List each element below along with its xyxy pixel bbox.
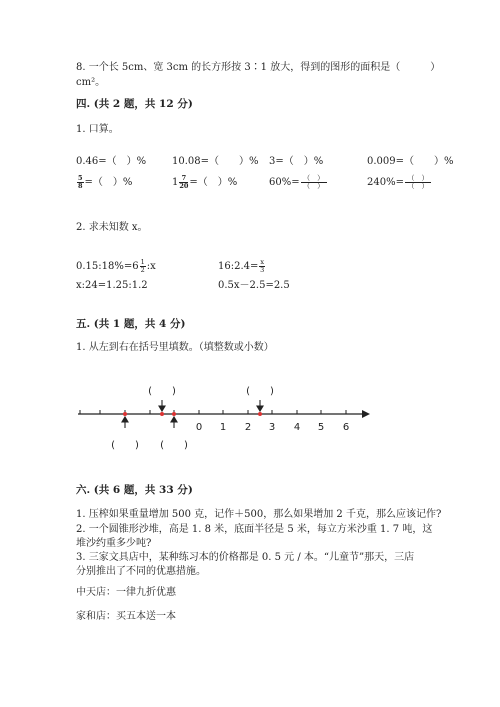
- tick-label-3: 3: [268, 422, 276, 433]
- oral-item-3: 3=（ ）%: [269, 156, 324, 167]
- oral-item-5: $\frac{5}{8}$ =（ ）%: [78, 174, 133, 190]
- q8-line1: 8. 一个长 5cm、宽 3cm 的长方形按 3∶1 放大，得到的图形的面积是（ ）: [76, 62, 441, 73]
- oral-item-6: 1 $\frac{7}{20}$ =（ ）%: [172, 174, 238, 190]
- red-point-2: [160, 412, 164, 416]
- tick-label-5: 5: [317, 422, 325, 433]
- tick-label-2: 2: [244, 422, 252, 433]
- equation-3: x:24=1.25:1.2: [76, 280, 148, 291]
- number-line-arrowhead: [362, 410, 370, 418]
- oral-item-1: 0.46=（ ）%: [76, 156, 147, 167]
- number-line: [70, 380, 370, 460]
- red-point-3: [172, 412, 176, 416]
- blank-below-1: ( ): [111, 440, 139, 451]
- equation-2: 16:2.4= $\frac{x}{3}$: [218, 258, 265, 274]
- equation-1: 0.15:18%=6 $\frac{1}{2}$ :x: [76, 258, 156, 274]
- blank-fraction: $\frac{( )}{( )}$: [405, 175, 431, 190]
- oral-item-7: 60%= $\frac{( )}{( )}$: [269, 175, 327, 190]
- tick-label-1: 1: [219, 422, 227, 433]
- tick-label-0: 0: [195, 422, 203, 433]
- blank-above-1: ( ): [148, 386, 176, 397]
- section4-q1-title: 1. 口算。: [76, 124, 119, 135]
- red-point-4: [258, 412, 262, 416]
- fraction-7-20: $\frac{7}{20}$: [179, 174, 189, 190]
- section6-q3-line2: 分别推出了不同的优惠措施。: [76, 566, 206, 577]
- section5-q1-title: 1. 从左到右在括号里填数。（填整数或小数）: [76, 342, 274, 353]
- blank-fraction: $\frac{( )}{( )}$: [301, 175, 327, 190]
- fraction-x-3: $\frac{x}{3}$: [260, 258, 265, 274]
- tick-label-4: 4: [293, 422, 301, 433]
- fraction-5-8: $\frac{5}{8}$: [78, 174, 83, 190]
- section4-header: 四. (共 2 题，共 12 分): [76, 98, 193, 110]
- oral-item-2: 10.08=（ ）%: [172, 156, 259, 167]
- section5-header: 五. (共 1 题，共 4 分): [76, 318, 186, 330]
- section6-q2-line2: 堆沙约重多少吨?: [76, 538, 152, 549]
- store-jiahe: 家和店：买五本送一本: [76, 611, 176, 622]
- blank-below-2: ( ): [160, 440, 188, 451]
- oral-item-8: 240%= $\frac{( )}{( )}$: [367, 175, 431, 190]
- store-zhongtian: 中天店：一律九折优惠: [76, 587, 176, 598]
- tick-label-6: 6: [342, 422, 350, 433]
- oral-item-4: 0.009=（ ）%: [367, 156, 454, 167]
- equation-4: 0.5x－2.5=2.5: [218, 280, 290, 291]
- q8-line2: cm²。: [76, 77, 106, 88]
- section6-header: 六. (共 6 题，共 33 分): [76, 484, 193, 496]
- fraction-1-2: $\frac{1}{2}$: [140, 258, 145, 274]
- section4-q2-title: 2. 求未知数 x。: [76, 222, 148, 233]
- section6-q2-line1: 2. 一个圆锥形沙堆，高是 1. 8 米，底面半径是 5 米，每立方米沙重 1. 7 吨，这: [76, 524, 433, 535]
- blank-above-2: ( ): [246, 386, 274, 397]
- red-point-1: [123, 412, 127, 416]
- section6-q1: 1. 压榨如果重量增加 500 克，记作＋500，那么如果增加 2 千克，那么应该记作?: [76, 509, 442, 520]
- section6-q3-line1: 3. 三家文具店中，某种练习本的价格都是 0. 5 元 / 本。“儿童节”那天，三店: [76, 552, 415, 563]
